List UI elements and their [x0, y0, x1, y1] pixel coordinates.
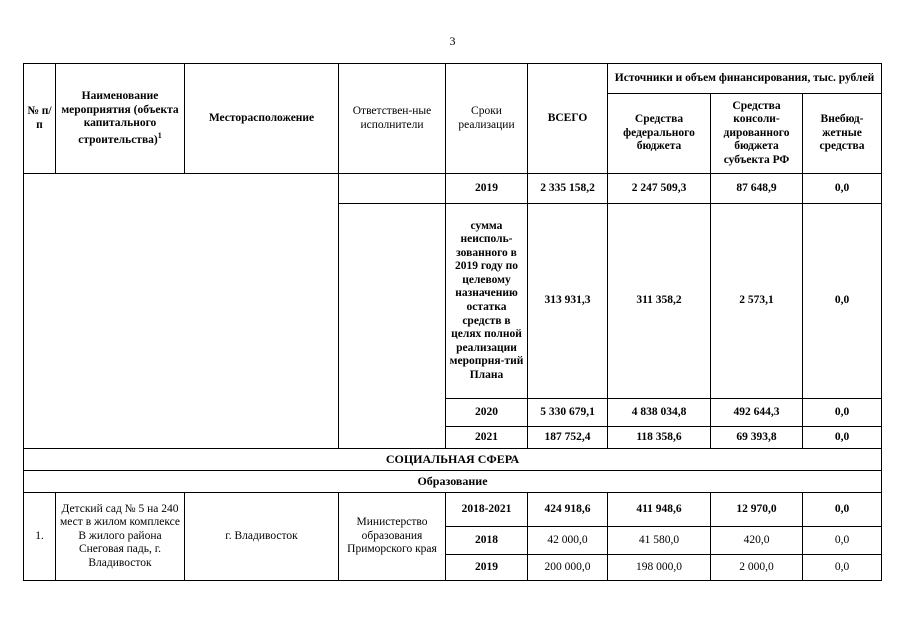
header-regional: Средства консоли-дированного бюджета субъекта РФ: [711, 94, 803, 174]
header-name: Наименование мероприятия (объекта капитального строительства)$^1$: [56, 64, 185, 174]
item-executor: Министерство образования Приморского края: [339, 493, 446, 581]
period-cell: 2019: [446, 555, 528, 581]
federal-cell: 2 247 509,3: [608, 174, 711, 204]
extra-cell: 0,0: [803, 427, 882, 449]
table-row: [24, 174, 882, 204]
period-cell: 2018: [446, 527, 528, 555]
header-num: № п/п: [24, 64, 56, 174]
period-cell: 2019: [446, 174, 528, 204]
extra-cell: 0,0: [803, 174, 882, 204]
extra-cell: 0,0: [803, 493, 882, 527]
item-location: г. Владивосток: [185, 493, 339, 581]
total-cell: 200 000,0: [528, 555, 608, 581]
header-executors: Ответствен-ные исполнители: [339, 64, 446, 174]
continued-executor-empty: [339, 174, 446, 204]
header-terms: Сроки реализации: [446, 64, 528, 174]
federal-cell: 4 838 034,8: [608, 399, 711, 427]
federal-cell: 118 358,6: [608, 427, 711, 449]
extra-cell: 0,0: [803, 527, 882, 555]
table-row: [24, 493, 882, 527]
continued-cell-empty: [24, 174, 339, 449]
period-cell: 2021: [446, 427, 528, 449]
subsection-title: Образование: [24, 471, 882, 493]
total-cell: 42 000,0: [528, 527, 608, 555]
extra-cell: 0,0: [803, 555, 882, 581]
total-cell: 313 931,3: [528, 204, 608, 399]
total-cell: 5 330 679,1: [528, 399, 608, 427]
regional-cell: 2 573,1: [711, 204, 803, 399]
header-federal: Средства федерального бюджета: [608, 94, 711, 174]
header-extra: Внебюд-жетные средства: [803, 94, 882, 174]
federal-cell: 198 000,0: [608, 555, 711, 581]
extra-cell: 0,0: [803, 399, 882, 427]
period-cell: 2020: [446, 399, 528, 427]
total-cell: 2 335 158,2: [528, 174, 608, 204]
continued-executor-empty: [339, 204, 446, 449]
regional-cell: 492 644,3: [711, 399, 803, 427]
section-title: СОЦИАЛЬНАЯ СФЕРА: [24, 449, 882, 471]
header-sources: Источники и объем финансирования, тыс. рублей: [608, 64, 882, 94]
regional-cell: 87 648,9: [711, 174, 803, 204]
header-total: ВСЕГО: [528, 64, 608, 174]
financing-table: [23, 63, 882, 581]
total-cell: 187 752,4: [528, 427, 608, 449]
page-number: 3: [449, 34, 456, 48]
federal-cell: 41 580,0: [608, 527, 711, 555]
item-name: Детский сад № 5 на 240 мест в жилом комплексе В жилого района Снеговая падь, г. Владивосток: [56, 493, 185, 581]
regional-cell: 420,0: [711, 527, 803, 555]
total-cell: 424 918,6: [528, 493, 608, 527]
period-cell: 2018-2021: [446, 493, 528, 527]
regional-cell: 12 970,0: [711, 493, 803, 527]
header-location: Месторасположение: [185, 64, 339, 174]
regional-cell: 2 000,0: [711, 555, 803, 581]
regional-cell: 69 393,8: [711, 427, 803, 449]
federal-cell: 411 948,6: [608, 493, 711, 527]
extra-cell: 0,0: [803, 204, 882, 399]
item-num: 1.: [24, 493, 56, 581]
federal-cell: 311 358,2: [608, 204, 711, 399]
period-cell: сумма неисполь-зованного в 2019 году по целевому назначению остатка средств в целях полной реализации меропрня-тий Плана: [446, 204, 528, 399]
